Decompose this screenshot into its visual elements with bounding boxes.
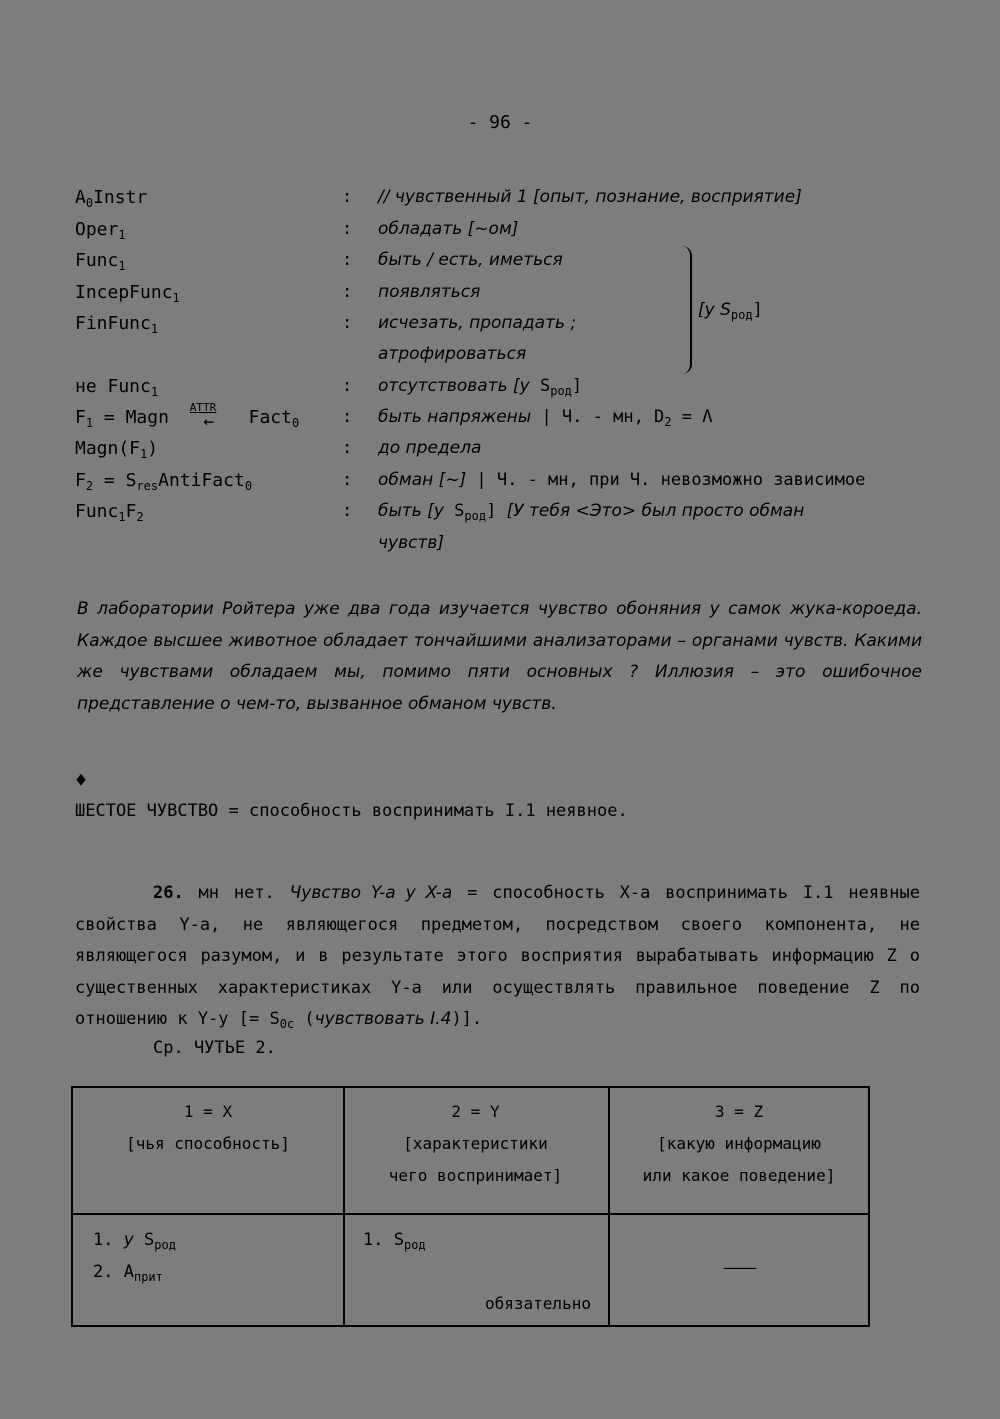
y-note: обязательно [485, 1294, 591, 1313]
lf-name: $Func_1F_2$ [75, 501, 144, 524]
lf-value: // чувственный 1 [опыт, познание, восприятие] [378, 187, 802, 207]
sixth-sense-line [75, 801, 628, 821]
lf-value: появляться [378, 282, 481, 302]
attr-arrow: ATTR ← [189, 401, 217, 432]
z-empty-dash: ———— [723, 1258, 755, 1277]
lf-name: $F_2$ = $S_{res}AntiFact_0$ [75, 470, 253, 493]
lf-name: FinFunc$_1$ [75, 313, 159, 336]
lf-name: $F_1$ = Magn ATTR ← Fact$_0$ [75, 401, 300, 432]
lf-value: чувств] [378, 533, 445, 553]
lf-value: быть [у $S_{род}$] [У тебя <Это> был просто обман [378, 501, 805, 523]
lf-value: атрофироваться [378, 344, 527, 364]
example-paragraph: В лаборатории Ройтера уже два года изучается чувство обоняния у самок жука-короеда. Каждое высшее животное обладает тончайшими анализаторами – органами чувств. Какими же чувствами обладаем мы, помимо пяти основных ? Иллюзия – это ошибочное представление о чем-то, вызванное обманом чувств. [77, 599, 922, 714]
definition-paragraph: 26. мн нет. Чувство Y-а у X-а = способность X-а воспринимать I.1 неявные свойства Y-а, не являющегося предметом, посредством своего компонента, не являющегося разумом, и в результате этого восприятия вырабатывать информацию Z о существенных характеристиках Y-а или осуществлять правильное поведение Z по отношению к Y-у [= $S_{0c}$ (чувствовать I.4)]. [75, 883, 920, 1032]
lf-value: отсутствовать [у $S_{род}$] [378, 376, 583, 398]
lf-name: $Magn(F_1)$ [75, 438, 159, 461]
lf-colon: : [342, 501, 353, 521]
right-brace [676, 246, 692, 374]
x-item-1: 1. у $S_{род}$ [93, 1230, 176, 1252]
header-z: 3 = Z [какую информацию или какое поведение] [642, 1102, 836, 1185]
lf-value: быть напряжены | Ч. - мн, $D_2 = \Lambda$ [378, 407, 713, 429]
lf-colon: : [342, 407, 353, 427]
sixth-sense-def: = способность воспринимать I.1 неявное. [218, 801, 628, 821]
lf-value: исчезать, пропадать ; [378, 313, 577, 333]
brace-label: [у $S_{род}$] [698, 300, 763, 322]
lf-colon: : [342, 438, 353, 458]
x-item-2: 2. $A_{прит}$ [93, 1262, 163, 1284]
sixth-sense-term: ШЕСТОЕ ЧУВСТВО [75, 801, 219, 821]
lf-name: Func$_1$ [75, 250, 126, 273]
lf-colon: : [342, 219, 353, 239]
lf-colon: : [342, 187, 353, 207]
lf-name: не Func$_1$ [75, 376, 159, 399]
lf-value: до предела [378, 438, 482, 458]
diamond-icon: ♦ [75, 768, 88, 792]
header-y: 2 = Y [характеристики чего воспринимает] [388, 1102, 563, 1185]
lf-colon: : [342, 282, 353, 302]
lf-colon: : [342, 250, 353, 270]
lf-colon: : [342, 376, 353, 396]
table-divider [73, 1213, 868, 1215]
lf-colon: : [342, 470, 353, 490]
lf-name: IncepFunc$_1$ [75, 282, 180, 305]
y-item-1: 1. $S_{род}$ [363, 1230, 426, 1252]
lf-value: обман [~] | Ч. - мн, при Ч. невозможно зависимое [378, 470, 866, 490]
page-number: - 96 - [467, 112, 533, 133]
lf-colon: : [342, 313, 353, 333]
cross-reference: Ср. ЧУТЬЕ 2. [153, 1038, 276, 1058]
lf-name: Oper$_1$ [75, 219, 126, 242]
lf-value: обладать [~ом] [378, 219, 519, 239]
lf-name: $A_0Instr$ [75, 187, 148, 210]
actant-table [71, 1086, 870, 1327]
lf-value: быть / есть, иметься [378, 250, 563, 270]
header-x: 1 = X [чья способность] [126, 1102, 290, 1153]
